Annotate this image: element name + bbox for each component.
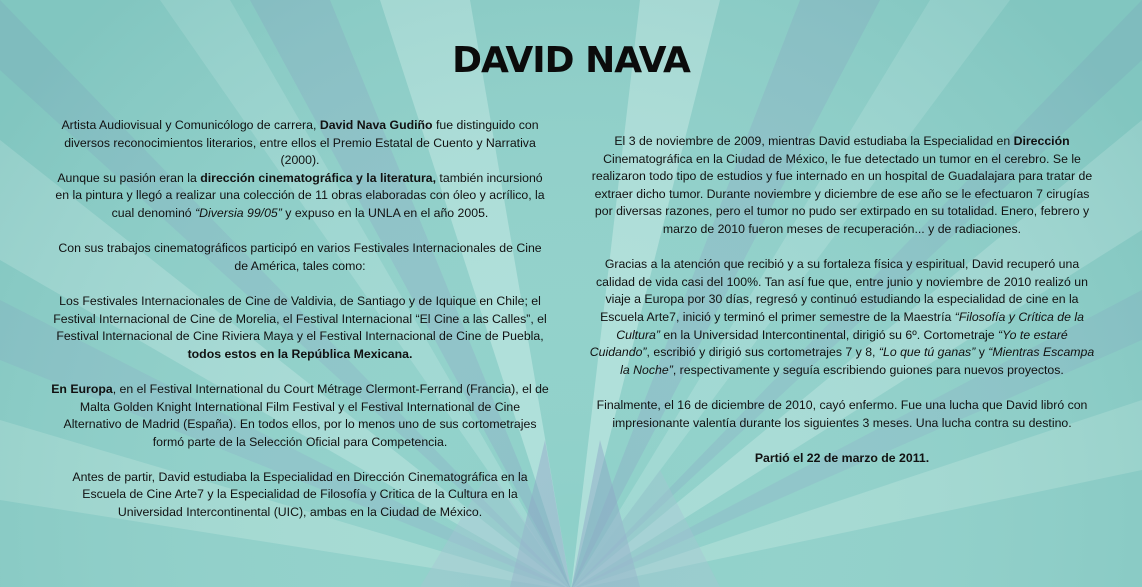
left-paragraph-festivals-europe	[50, 381, 550, 451]
right-paragraph-date	[588, 450, 1096, 468]
text-span: Artista Audiovisual y Comunicólogo de carrera,	[61, 118, 320, 132]
text-span: también incursionó en la pintura y llegó a realizar una colección de 11 obras elaboradas con óleo y acrílico, la cual denominó	[55, 170, 545, 220]
text-span: , en el Festival International du Court Métrage Clermont-Ferrand (Francia), el de Malta Golden Knight International Film Festival y el Festival International de Cine Alternativo de Madrid (España). En todos ellos, por lo menos uno de sus cortometrajes formó parte de la Selección Oficial para Competencia.	[63, 381, 549, 449]
left-paragraph-festivals-intro: Con sus trabajos cinematográficos participó en varios Festivales Internacionales de Cine de América, tales como:	[58, 241, 542, 273]
text-span: El 3 de noviembre de 2009, mientras David estudiaba la Especialidad en	[614, 134, 1014, 148]
bold-span: todos estos en la República Mexicana.	[187, 346, 413, 361]
text-span: Cinematográfica en la Ciudad de México, le fue detectado un tumor en el cerebro. Se le realizaron todo tipo de estudios y fue internado en un hospital de Guadalajara para tratar de extraer dicho tumor. Durante noviembre y diciembre de ese año se le efectuaron 7 cirugías por diversas razones, pero el tumor no pudo ser extirpado en su totalidad. Enero, febrero y marzo de 2010 fueron meses de recuperación... y de radiaciones.	[591, 151, 1093, 236]
text-span: fue distinguido con diversos reconocimientos literarios, entre ellos el Premio Estatal de Cuento y Narrativa (2000).	[64, 118, 539, 168]
bold-span: Dirección	[1013, 134, 1070, 148]
text-span: , escribió y dirigió sus cortometrajes 7 y 8,	[646, 345, 879, 360]
left-paragraph-studies: Antes de partir, David estudiaba la Especialidad en Dirección Cinematográfica en la Escuela de Cine Arte7 y la Especialidad de Filosofía y Critica de la Cultura en la Universidad Intercontinental (UIC), ambas en la Ciudad de México.	[72, 469, 528, 520]
italic-span: “Yo te estaré Cuidando”	[589, 327, 1068, 360]
text-span: y	[975, 345, 989, 360]
bold-span: David Nava Gudiño	[319, 118, 433, 132]
right-paragraph-recovery	[588, 256, 1096, 379]
right-paragraph-final: Finalmente, el 16 de diciembre de 2010, cayó enfermo. Fue una lucha que David libró con impresionante valentía durante los siguientes 3 meses. Una lucha contra su destino.	[596, 397, 1088, 430]
bold-span: dirección cinematográfica y la literatura,	[200, 170, 437, 185]
left-paragraph-festivals-america	[50, 293, 550, 363]
text-span: y expuso en la UNLA en el año 2005.	[281, 205, 489, 220]
text-span: en la Universidad Intercontinental, dirigió su 6º. Cortometraje	[659, 327, 999, 342]
italic-span: “Lo que tú ganas”	[878, 345, 976, 360]
bold-span: En Europa	[51, 381, 113, 396]
text-span: Gracias a la atención que recibió y a su fortaleza física y espiritual, David recuperó una calidad de vida casi del 100%. Tan así fue que, entre junio y noviembre de 2010 realizó un viaje a Europa por 30 días, regresó y continuó estudiando la especialidad de cine en la Escuela Arte7, inició y terminó el primer semestre de la Maestría	[596, 257, 1088, 324]
page-title: DAVID NAVA	[452, 40, 690, 81]
right-column	[588, 133, 1096, 485]
text-span: Aunque su pasión eran la	[57, 170, 201, 185]
right-paragraph-diagnosis	[588, 133, 1096, 239]
italic-span: “Filosofía y Crítica de la Cultura”	[616, 309, 1084, 342]
text-span: Los Festivales Internacionales de Cine de Valdivia, de Santiago y de Iquique en Chile; el Festival Internacional de Cine de Morelia, el Festival Internacional “El Cine a las Calles”, el Festival Internacional de Cine Riviera Maya y el Festival Internacional de Cine de Puebla,	[53, 293, 547, 344]
italic-span: “Diversia 99/05”	[195, 205, 282, 220]
text-span: , respectivamente y seguía escribiendo guiones para nuevos proyectos.	[672, 362, 1064, 377]
bold-span: Partió el 22 de marzo de 2011.	[754, 450, 930, 465]
left-paragraph-biography	[50, 117, 550, 223]
left-column	[50, 117, 550, 539]
italic-span: “Mientras Escampa la Noche”	[620, 345, 1095, 377]
